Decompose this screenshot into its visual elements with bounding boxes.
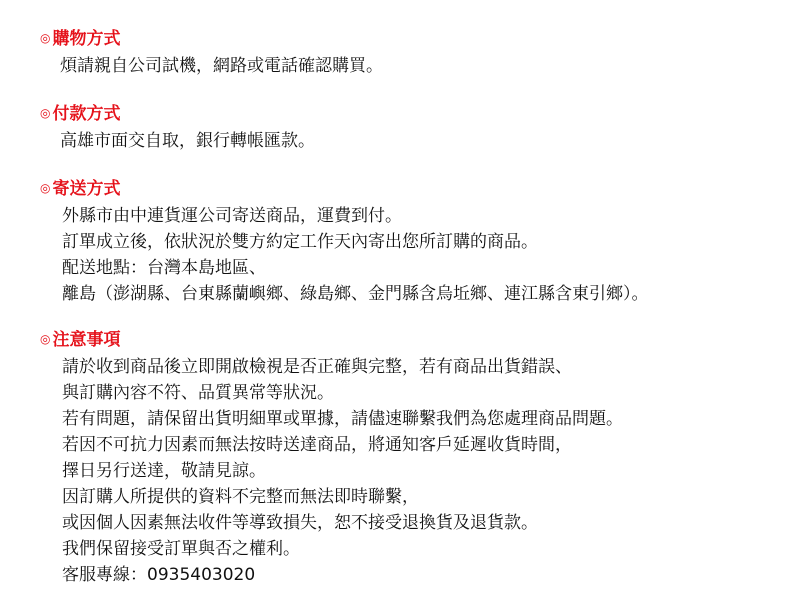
bullet-icon: ◎ [40,31,51,45]
section-shopping-method [40,28,780,79]
section-line: 擇日另行送達，敬請見諒。 [62,461,266,481]
section-shipping-method [40,178,780,307]
section-line: 或因個人因素無法收件等導致損失，恕不接受退換貨及退貨款。 [62,513,538,533]
section-line: 離島（澎湖縣、台東縣蘭嶼鄉、綠島鄉、金門縣含烏坵鄉、連江縣含東引鄉）。 [62,284,649,304]
section-line: 訂單成立後，依狀況於雙方約定工作天內寄出您所訂購的商品。 [62,232,538,252]
section-title [40,329,780,349]
section-title [40,28,780,48]
section-title [40,178,780,198]
customer-service-phone: 客服專線：0935403020 [62,565,256,585]
section-notes [40,329,780,588]
section-line: 我們保留接受訂單與否之權利。 [62,539,300,559]
section-line: 若有問題，請保留出貨明細單或單據，請儘速聯繫我們為您處理商品問題。 [62,409,623,429]
section-line: 因訂購人所提供的資料不完整而無法即時聯繫， [62,487,419,507]
section-body [40,354,780,588]
section-title-text: 付款方式 [52,104,121,124]
bullet-icon: ◎ [40,332,51,346]
section-title-text: 寄送方式 [52,179,121,199]
section-line: 配送地點：台灣本島地區、 [62,258,266,278]
section-title-text: 注意事項 [52,330,121,350]
section-title-text: 購物方式 [52,29,121,49]
bullet-icon: ◎ [40,106,51,120]
section-body [40,128,780,154]
section-body [40,53,780,79]
section-payment-method [40,103,780,154]
section-line: 高雄市面交自取，銀行轉帳匯款。 [60,131,315,151]
section-line: 與訂購內容不符、品質異常等狀況。 [62,383,334,403]
section-title [40,103,780,123]
bullet-icon: ◎ [40,181,51,195]
section-line: 煩請親自公司試機，網路或電話確認購買。 [60,56,383,76]
section-line: 若因不可抗力因素而無法按時送達商品，將通知客戶延遲收貨時間， [62,435,572,455]
section-body [40,203,780,307]
section-line: 請於收到商品後立即開啟檢視是否正確與完整，若有商品出貨錯誤、 [62,357,572,377]
section-line: 外縣市由中連貨運公司寄送商品，運費到付。 [62,206,402,226]
